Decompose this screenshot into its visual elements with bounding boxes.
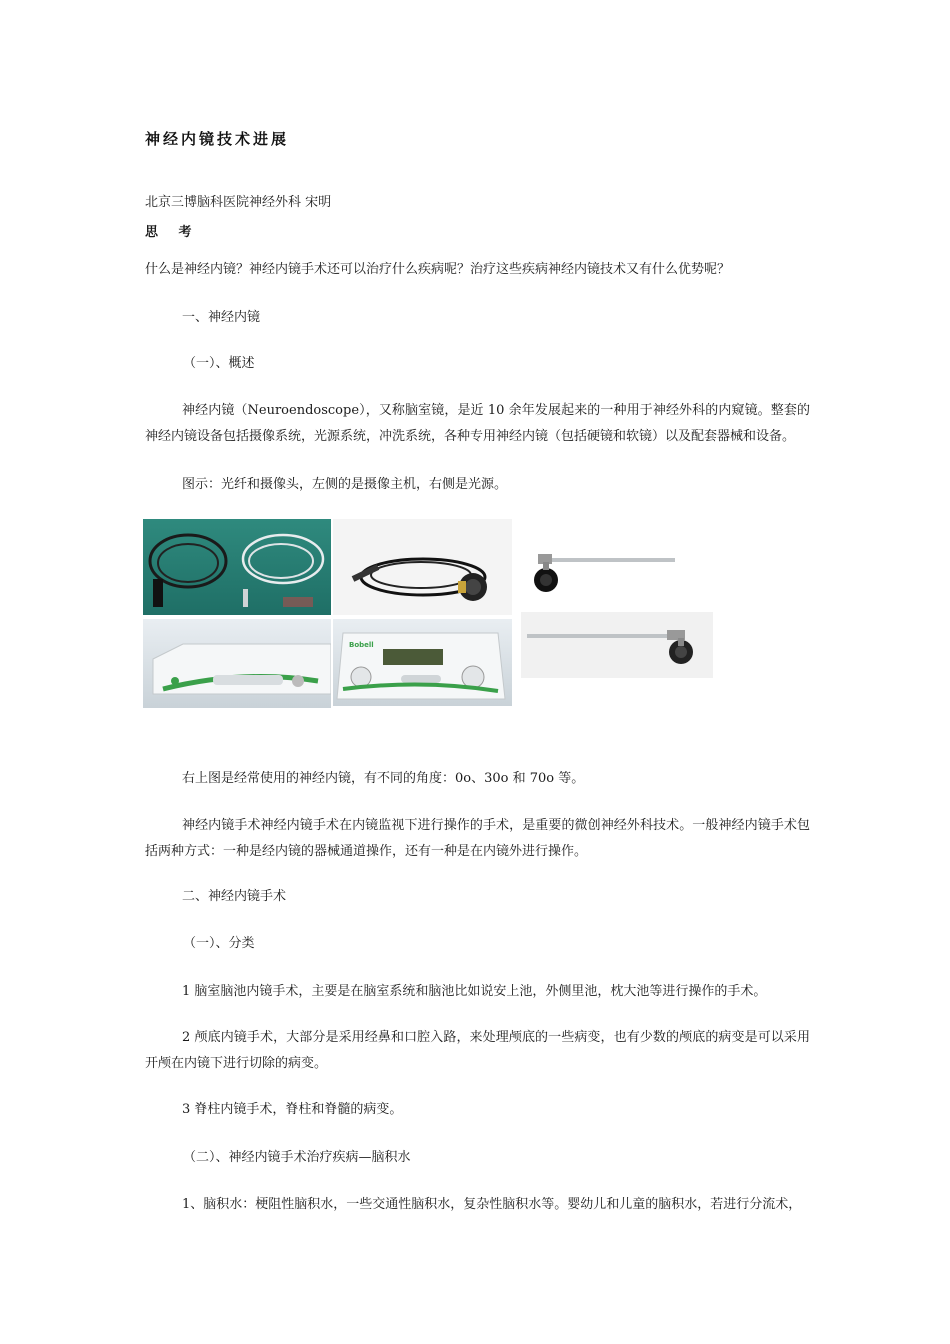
rigid-endoscope-image-2 xyxy=(521,612,713,678)
photo-rigid-endoscope-2 xyxy=(521,612,713,678)
photo-light-source xyxy=(333,619,512,706)
question-text: 什么是神经内镜？神经内镜手术还可以治疗什么疾病呢？治疗这些疾病神经内镜技术又有什么优势呢？ xyxy=(145,262,731,277)
section-1-sub-heading: （一）、概述 xyxy=(183,356,255,371)
section-2-heading: 二、神经内镜手术 xyxy=(182,889,287,904)
section-2-sub-heading-2: （二）、神经内镜手术治疗疾病—脑积水 xyxy=(183,1150,411,1165)
surgery-paragraph: 神经内镜手术神经内镜手术在内镜监视下进行操作的手术，是重要的微创神经外科技术。一般神经内镜手术包括两种方式：一种是经内镜的器械通道操作，还有一种是在内镜外进行操作。 xyxy=(145,818,810,859)
fiber-cable-image xyxy=(143,519,331,615)
device-brand-label: Bobell xyxy=(349,641,374,649)
author-line: 北京三博脑科医院神经外科 宋明 xyxy=(145,195,332,210)
photo-camera-host xyxy=(143,619,331,708)
section-1-heading: 一、神经内镜 xyxy=(182,310,261,325)
rigid-endoscope-image-1 xyxy=(520,540,680,602)
document-title: 神经内镜技术进展 xyxy=(145,130,290,148)
photo-rigid-endoscope-1 xyxy=(520,540,680,602)
camera-head-image xyxy=(333,519,512,615)
classification-item-1: 1 脑室脑池内镜手术，主要是在脑室系统和脑池比如说安上池，外侧里池，枕大池等进行操作的手术。 xyxy=(182,984,767,999)
light-source-image xyxy=(333,619,512,706)
classification-item-3: 3 脊柱内镜手术，脊柱和脊髓的病变。 xyxy=(182,1102,403,1117)
section-2-sub-heading-1: （一）、分类 xyxy=(183,936,255,951)
photo-fiber-cable xyxy=(143,519,331,615)
photo-camera-head xyxy=(333,519,512,615)
classification-item-2: 2 颅底内镜手术，大部分是采用经鼻和口腔入路，来处理颅底的一些病变，也有少数的颅底的病变是可以采用开颅在内镜下进行切除的病变。 xyxy=(145,1030,810,1071)
figure-caption-2: 右上图是经常使用的神经内镜，有不同的角度：0o、30o 和 70o 等。 xyxy=(182,771,585,786)
figure-caption-1: 图示：光纤和摄像头，左侧的是摄像主机，右侧是光源。 xyxy=(182,477,508,492)
camera-host-image xyxy=(143,619,331,708)
overview-paragraph: 神经内镜（Neuroendoscope），又称脑室镜，是近 10 余年发展起来的一种用于神经外科的内窥镜。整套的神经内镜设备包括摄像系统，光源系统，冲洗系统，各种专用神经内镜（包括硬镜和软镜）以及配套器械和设备。 xyxy=(145,403,810,444)
think-heading: 思 考 xyxy=(145,225,200,240)
hydrocephalus-item: 1、脑积水：梗阻性脑积水，一些交通性脑积水，复杂性脑积水等。婴幼儿和儿童的脑积水，若进行分流术， xyxy=(182,1197,802,1212)
